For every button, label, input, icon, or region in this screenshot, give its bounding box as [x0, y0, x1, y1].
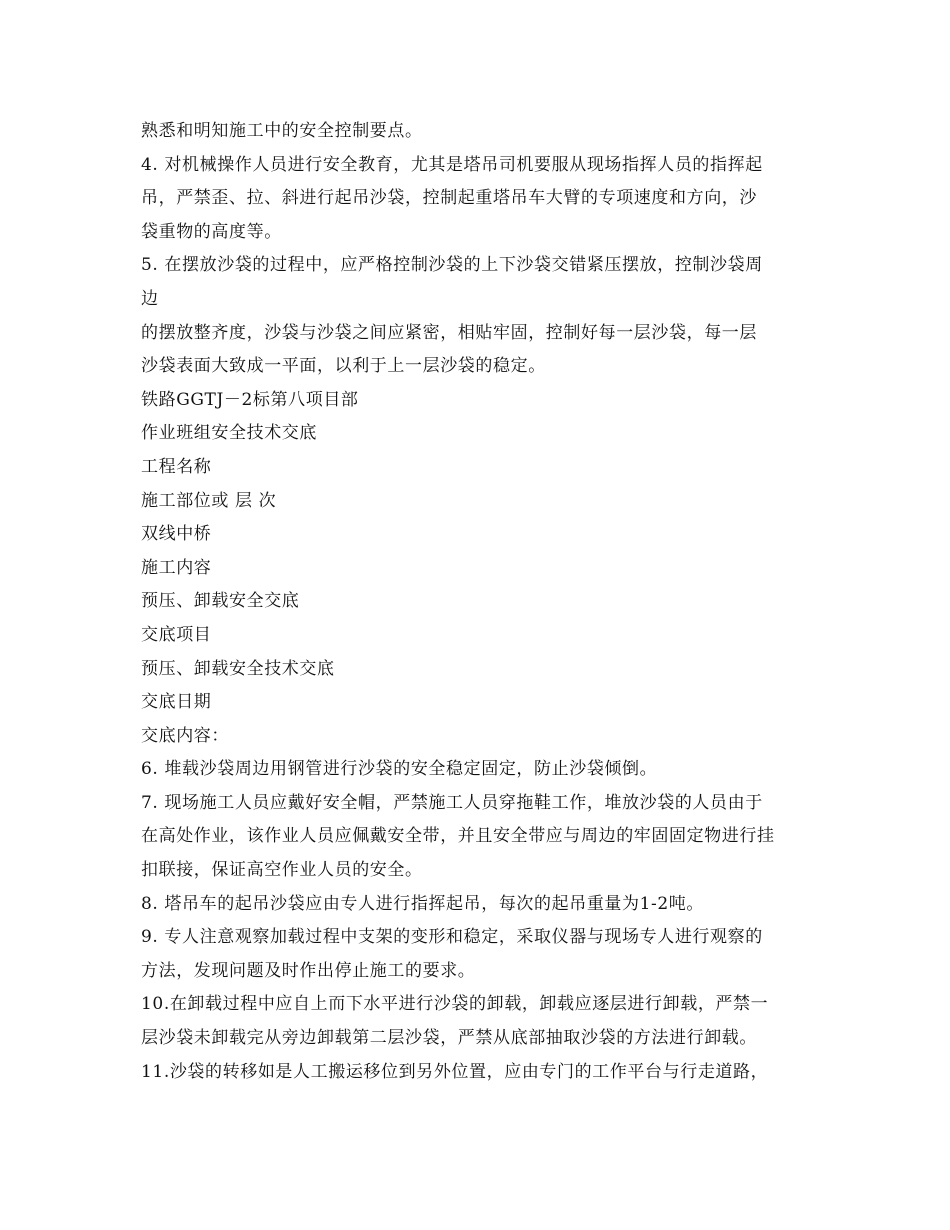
text-line: 边: [141, 288, 159, 309]
text-line: 7. 现场施工人员应戴好安全帽，严禁施工人员穿拖鞋工作，堆放沙袋的人员由于: [141, 792, 763, 813]
field-label: 施工内容: [141, 557, 212, 578]
text-line: 沙袋表面大致成一平面，以利于上一层沙袋的稳定。: [141, 356, 546, 377]
text-line: 袋重物的高度等。: [141, 221, 282, 242]
field-value: 预压、卸载安全技术交底: [141, 658, 335, 679]
text-line: 的摆放整齐度，沙袋与沙袋之间应紧密，相贴牢固，控制好每一层沙袋，每一层: [141, 322, 757, 343]
text-line: 层沙袋未卸载完从旁边卸载第二层沙袋，严禁从底部抽取沙袋的方法进行卸载。: [141, 1028, 757, 1049]
text-line: 11.沙袋的转移如是人工搬运移位到另外位置，应由专门的工作平台与行走道路，: [141, 1061, 769, 1082]
text-line: 9. 专人注意观察加载过程中支架的变形和稳定，采取仪器与现场专人进行观察的: [141, 927, 763, 948]
text-line: 吊，严禁歪、拉、斜进行起吊沙袋，控制起重塔吊车大臂的专项速度和方向，沙: [141, 188, 757, 209]
text-line: 4. 对机械操作人员进行安全教育，尤其是塔吊司机要服从现场指挥人员的指挥起: [141, 154, 763, 175]
text-line: 扣联接，保证高空作业人员的安全。: [141, 860, 423, 881]
heading-line: 铁路GGTJ－2标第八项目部: [141, 389, 359, 410]
field-value: 双线中桥: [141, 524, 212, 545]
text-line: 在高处作业，该作业人员应佩戴安全带，并且安全带应与周边的牢固固定物进行挂: [141, 826, 775, 847]
field-label: 交底日期: [141, 692, 212, 713]
field-label: 工程名称: [141, 456, 212, 477]
field-label: 交底项目: [141, 624, 212, 645]
heading-line: 作业班组安全技术交底: [141, 423, 317, 444]
field-label: 交底内容：: [141, 725, 229, 746]
text-line: 5. 在摆放沙袋的过程中，应严格控制沙袋的上下沙袋交错紧压摆放，控制沙袋周: [141, 255, 763, 276]
field-value: 预压、卸载安全交底: [141, 591, 300, 612]
text-line: 方法，发现问题及时作出停止施工的要求。: [141, 960, 476, 981]
text-line: 6. 堆载沙袋周边用钢管进行沙袋的安全稳定固定，防止沙袋倾倒。: [141, 759, 658, 780]
text-line: 熟悉和明知施工中的安全控制要点。: [141, 121, 423, 141]
text-line: 10.在卸载过程中应自上而下水平进行沙袋的卸载，卸载应逐层进行卸载，严禁一: [141, 994, 769, 1015]
field-label: 施工部位或 层 次: [141, 490, 277, 511]
document-body: [141, 115, 821, 1089]
text-line: 8. 塔吊车的起吊沙袋应由专人进行指挥起吊，每次的起吊重量为1-2吨。: [141, 893, 704, 914]
